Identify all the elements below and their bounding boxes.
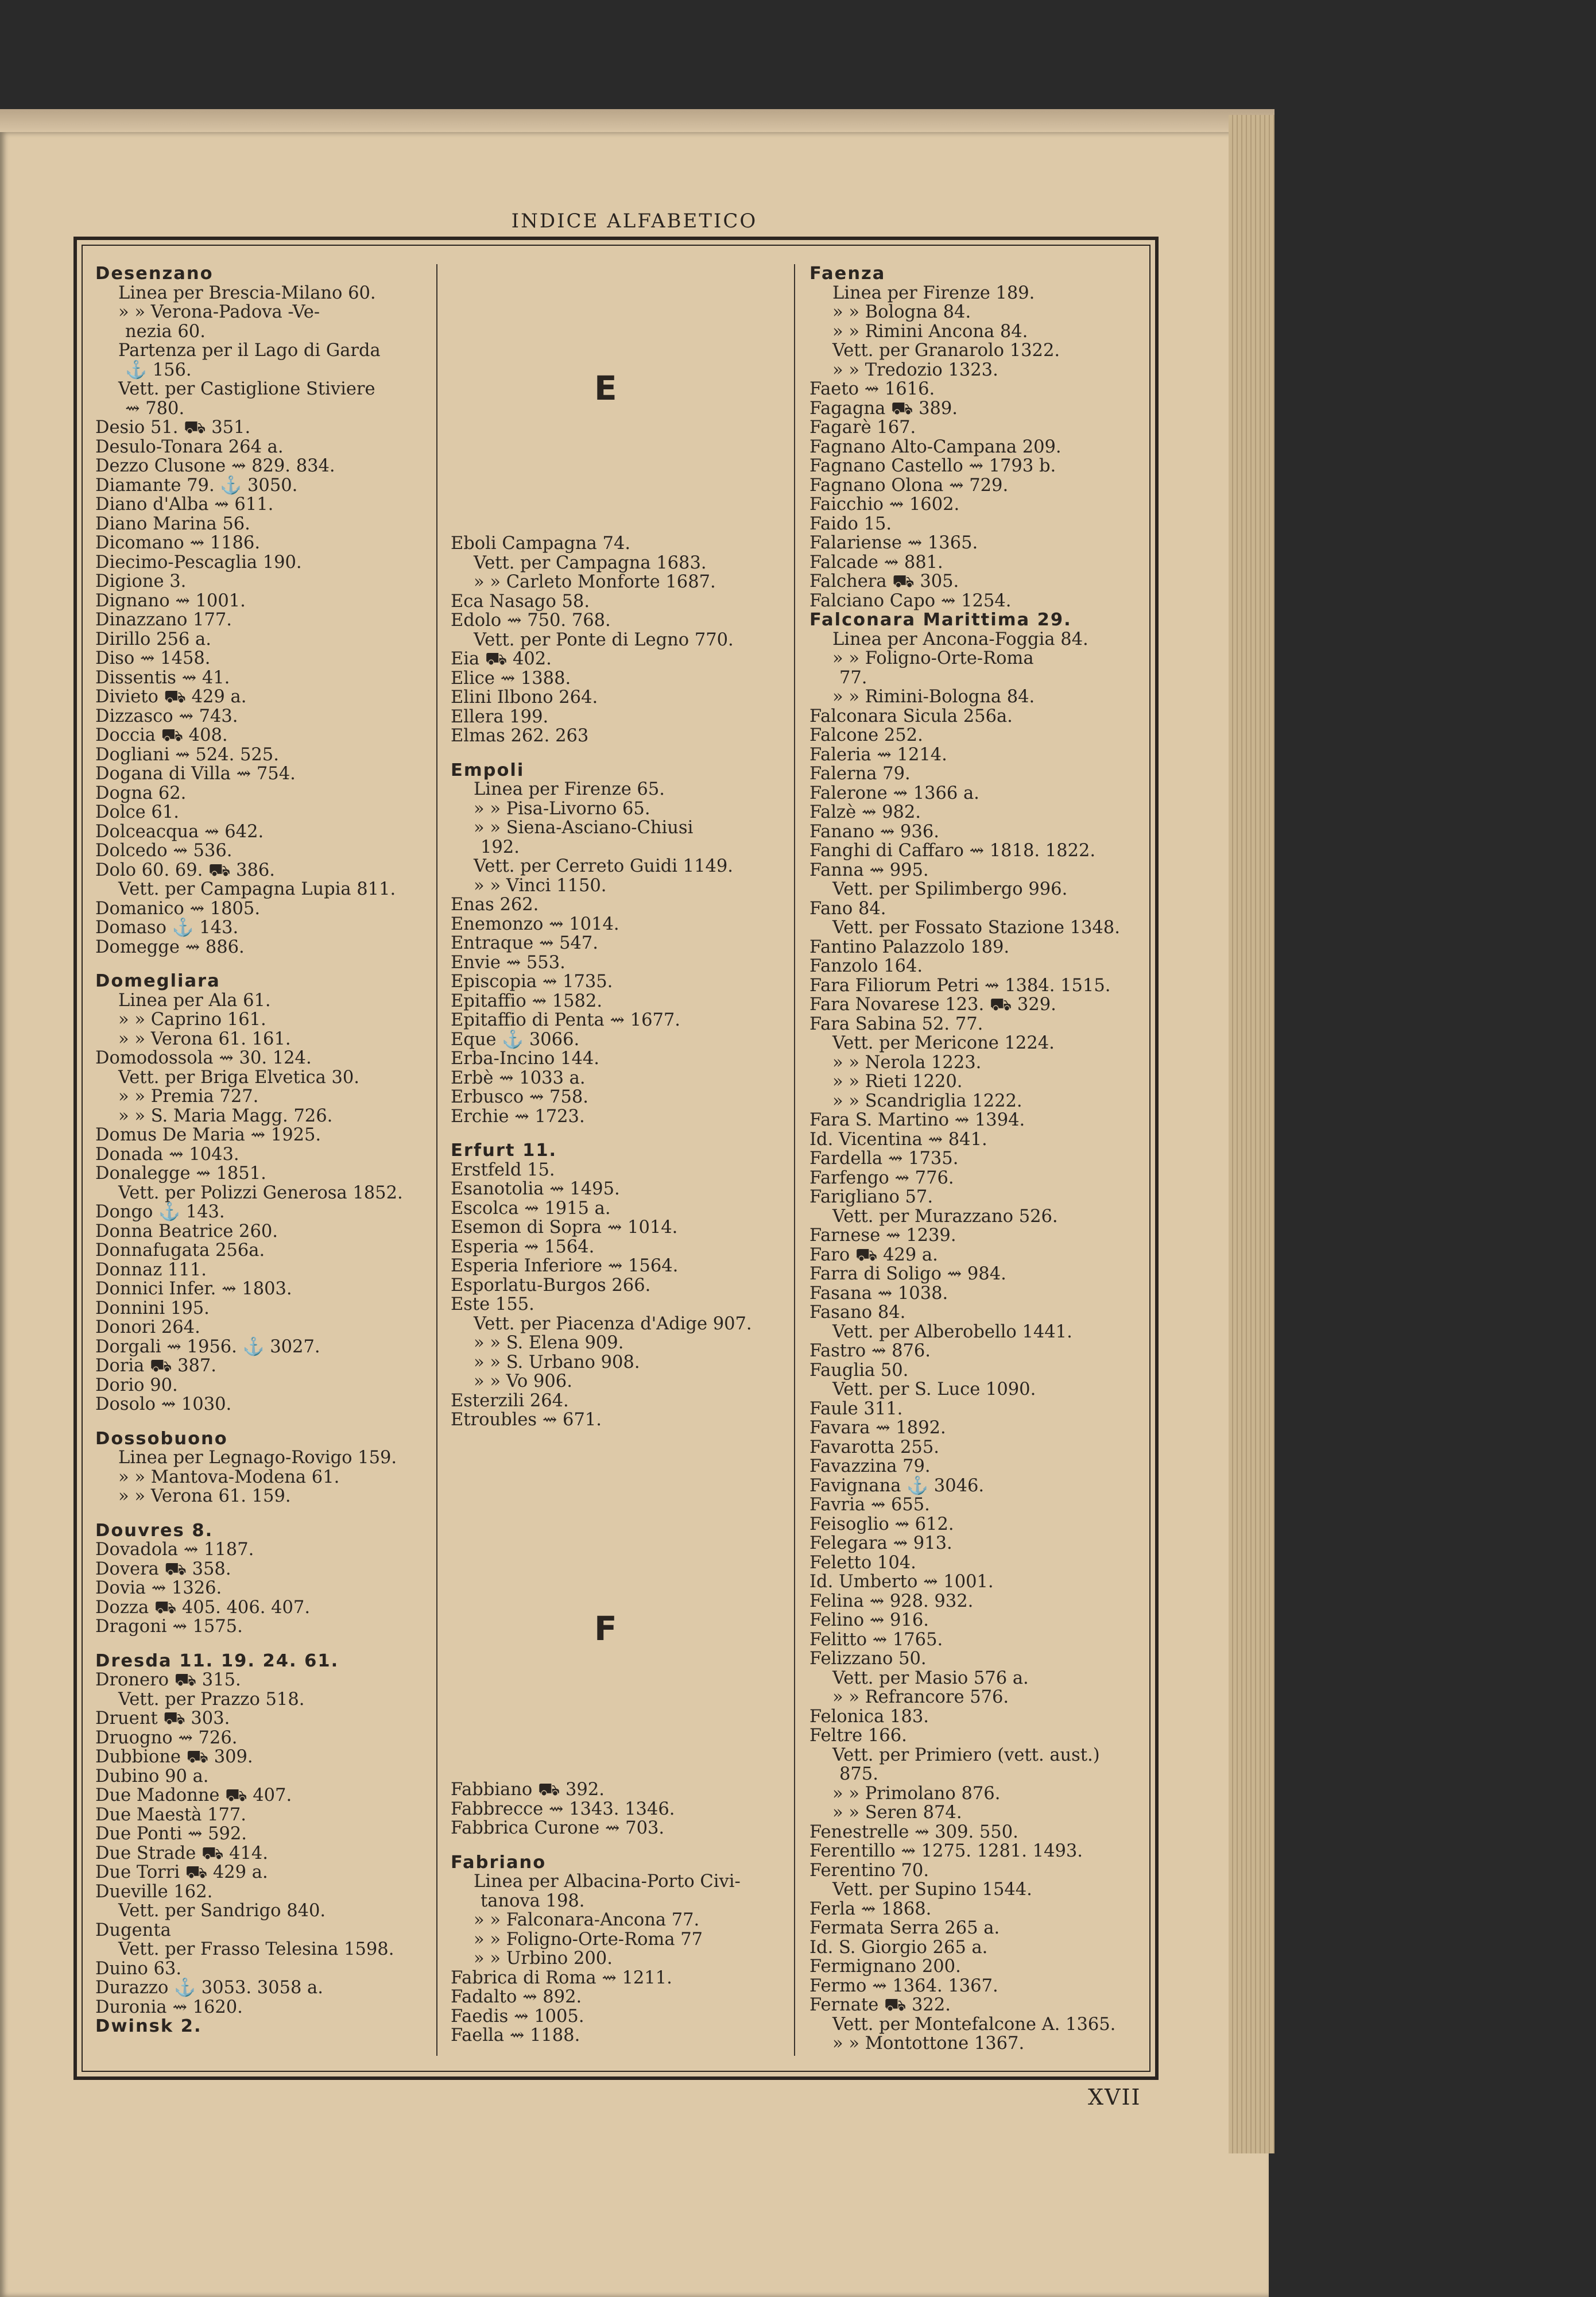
index-entry: Faleria ⇝ 1214. — [809, 744, 947, 765]
index-entry: Esperia Inferiore ⇝ 1564. — [451, 1256, 679, 1276]
index-entry: Donna Beatrice 260. — [95, 1221, 278, 1242]
index-entry: Escolca ⇝ 1915 a. — [451, 1198, 611, 1219]
index-entry: Ferla ⇝ 1868. — [809, 1898, 932, 1919]
index-entry: Vett. per Granarolo 1322. — [832, 341, 1060, 361]
index-entry: Feletto 104. — [809, 1552, 916, 1573]
index-entry: Linea per Firenze 65. — [474, 779, 665, 799]
index-entry: » » Urbino 200. — [474, 1948, 613, 1969]
index-entry: Vett. per Alberobello 1441. — [832, 1321, 1072, 1342]
index-entry: Esporlatu-Burgos 266. — [451, 1275, 651, 1296]
index-entry: Fagagna ⛟ 389. — [809, 398, 958, 419]
index-entry: Fara S. Martino ⇝ 1394. — [809, 1110, 1025, 1130]
index-entry: Faule 311. — [809, 1398, 903, 1419]
index-list-e — [451, 534, 781, 1430]
index-entry: Felonica 183. — [809, 1706, 929, 1727]
index-entry: Due Maestà 177. — [95, 1804, 247, 1825]
index-entry: Dozza ⛟ 405. 406. 407. — [95, 1597, 311, 1618]
index-entry: Dosolo ⇝ 1030. — [95, 1394, 232, 1414]
index-heading: Empoli — [451, 760, 525, 780]
index-entry: Farigliano 57. — [809, 1187, 933, 1207]
index-entry: Fabrica di Roma ⇝ 1211. — [451, 1967, 672, 1988]
index-entry: Linea per Firenze 189. — [832, 283, 1035, 303]
index-entry: Vett. per S. Luce 1090. — [832, 1379, 1036, 1399]
index-entry: Donnici Infer. ⇝ 1803. — [95, 1279, 292, 1299]
index-entry: Fermignano 200. — [809, 1956, 961, 1977]
index-entry: Dolcedo ⇝ 536. — [95, 841, 233, 861]
index-entry: Fabbrica Curone ⇝ 703. — [451, 1818, 665, 1838]
index-entry: » » Refrancore 576. — [832, 1687, 1009, 1707]
index-entry: Ferentillo ⇝ 1275. 1281. 1493. — [809, 1841, 1083, 1861]
index-entry: Dogna 62. — [95, 783, 187, 803]
index-entry: Fadalto ⇝ 892. — [451, 1987, 582, 2007]
index-entry: Fermata Serra 265 a. — [809, 1918, 1000, 1938]
index-entry: Faido 15. — [809, 513, 892, 534]
index-entry: Favria ⇝ 655. — [809, 1495, 930, 1515]
index-entry: Felegara ⇝ 913. — [809, 1533, 952, 1553]
section-letter-f: F — [594, 1609, 617, 1648]
index-entry: » » Nerola 1223. — [832, 1052, 982, 1073]
index-entry: Faedis ⇝ 1005. — [451, 2006, 584, 2027]
index-entry: Felitto ⇝ 1765. — [809, 1629, 943, 1650]
index-entry: Entraque ⇝ 547. — [451, 933, 599, 953]
index-entry: Fenestrelle ⇝ 309. 550. — [809, 1822, 1018, 1842]
index-entry: Domanico ⇝ 1805. — [95, 898, 261, 919]
index-entry: Epitaffio ⇝ 1582. — [451, 991, 603, 1011]
index-entry: Fano 84. — [809, 898, 886, 919]
index-entry: Due Torri ⛟ 429 a. — [95, 1862, 268, 1882]
index-entry: » » Carleto Monforte 1687. — [474, 572, 716, 592]
index-entry: Due Strade ⛟ 414. — [95, 1843, 268, 1863]
index-entry: Id. Vicentina ⇝ 841. — [809, 1129, 987, 1150]
index-entry: Fabbiano ⛟ 392. — [451, 1780, 605, 1800]
index-heading: Faenza — [809, 264, 886, 284]
index-entry: Farra di Soligo ⇝ 984. — [809, 1264, 1006, 1284]
index-entry: Fagnano Olona ⇝ 729. — [809, 475, 1009, 496]
page-number: XVII — [1088, 2085, 1141, 2110]
index-entry: Falzè ⇝ 982. — [809, 802, 921, 822]
index-entry: Farnese ⇝ 1239. — [809, 1225, 956, 1246]
index-entry: » » Bologna 84. — [832, 302, 971, 322]
entry-gap — [95, 1506, 420, 1521]
index-entry: Farfengo ⇝ 776. — [809, 1167, 954, 1188]
index-entry: » » Montottone 1367. — [832, 2033, 1025, 2054]
index-entry: Vett. per Campagna 1683. — [474, 552, 707, 573]
index-entry: Fara Sabina 52. 77. — [809, 1014, 983, 1034]
index-heading: Falconara Marittima 29. — [809, 610, 1072, 630]
index-entry: Linea per Legnago-Rovigo 159. — [118, 1448, 397, 1468]
index-entry: Donalegge ⇝ 1851. — [95, 1163, 266, 1184]
index-entry: Dongo ⚓ 143. — [95, 1202, 225, 1222]
index-entry: Enas 262. — [451, 895, 539, 915]
index-entry: Dronero ⛟ 315. — [95, 1670, 241, 1690]
index-entry: Durazzo ⚓ 3053. 3058 a. — [95, 1978, 323, 1998]
index-heading: Domegliara — [95, 971, 220, 991]
index-entry: Erbè ⇝ 1033 a. — [451, 1068, 586, 1088]
index-entry: Partenza per il Lago di Garda — [118, 341, 381, 361]
index-entry: Esperia ⇝ 1564. — [451, 1236, 595, 1257]
index-entry: Diano Marina 56. — [95, 513, 250, 534]
index-entry: Falerone ⇝ 1366 a. — [809, 783, 979, 803]
index-entry: Edolo ⇝ 750. 768. — [451, 610, 611, 631]
index-entry: Duino 63. — [95, 1958, 182, 1979]
index-entry: Dissentis ⇝ 41. — [95, 667, 230, 688]
index-entry: » » Caprino 161. — [118, 1010, 266, 1030]
index-heading: Fabriano — [451, 1852, 547, 1873]
index-entry: Vett. per Montefalcone A. 1365. — [832, 2014, 1116, 2035]
index-entry: Etroubles ⇝ 671. — [451, 1410, 602, 1430]
index-entry: Fagnano Alto-Campana 209. — [809, 436, 1062, 457]
entry-gap — [451, 1838, 781, 1853]
index-entry: Felizzano 50. — [809, 1649, 927, 1669]
index-entry: » » Mantova-Modena 61. — [118, 1467, 340, 1487]
column-rule-1 — [436, 264, 437, 2056]
index-entry: Vett. per Castiglione Stiviere — [118, 379, 375, 399]
index-heading: Desenzano — [95, 264, 214, 284]
index-entry: Linea per Ala 61. — [118, 990, 271, 1011]
index-entry: » » Premia 727. — [118, 1086, 259, 1107]
index-entry: » » S. Maria Magg. 726. — [118, 1105, 333, 1126]
index-entry: Felino ⇝ 916. — [809, 1610, 929, 1630]
index-heading: Erfurt 11. — [451, 1140, 557, 1161]
index-heading: Dresda 11. 19. 24. 61. — [95, 1650, 339, 1671]
index-entry: Felina ⇝ 928. 932. — [809, 1591, 974, 1611]
index-entry: Dogliani ⇝ 524. 525. — [95, 744, 279, 765]
index-entry: Dolceacqua ⇝ 642. — [95, 821, 264, 842]
index-entry: » » Seren 874. — [832, 1803, 962, 1823]
index-entry: Falcone 252. — [809, 725, 923, 745]
index-list-f — [451, 1780, 781, 2045]
index-entry: Vett. per Piacenza d'Adige 907. — [474, 1313, 752, 1334]
index-entry: Faicchio ⇝ 1602. — [809, 494, 960, 515]
index-entry: Elini Ilbono 264. — [451, 687, 598, 707]
index-entry: Episcopia ⇝ 1735. — [451, 972, 613, 992]
index-entry: » » Rimini Ancona 84. — [832, 321, 1028, 342]
index-entry: Due Ponti ⇝ 592. — [95, 1824, 247, 1844]
index-entry: Fagarè 167. — [809, 417, 916, 438]
index-entry: Falciano Capo ⇝ 1254. — [809, 590, 1012, 611]
index-entry: Diso ⇝ 1458. — [95, 648, 211, 668]
index-entry: Faeto ⇝ 1616. — [809, 379, 935, 399]
index-entry: Dirillo 256 a. — [95, 629, 211, 649]
index-entry: » » Tredozio 1323. — [832, 359, 998, 380]
index-entry: Fanano ⇝ 936. — [809, 821, 939, 842]
index-entry: Linea per Brescia-Milano 60. — [118, 283, 376, 303]
index-entry: Dignano ⇝ 1001. — [95, 590, 246, 611]
index-entry: tanova 198. — [481, 1890, 585, 1911]
index-entry: Domaso ⚓ 143. — [95, 918, 239, 938]
index-entry: » » S. Elena 909. — [474, 1333, 624, 1353]
page-edges — [1229, 115, 1275, 2153]
index-entry: Linea per Albacina-Porto Civi- — [474, 1871, 741, 1892]
index-entry: 192. — [481, 837, 520, 857]
index-entry: Dezzo Clusone ⇝ 829. 834. — [95, 456, 335, 476]
index-entry: Eca Nasago 58. — [451, 591, 590, 612]
index-entry: » » Scandriglia 1222. — [832, 1091, 1022, 1111]
index-entry: Dovadola ⇝ 1187. — [95, 1540, 254, 1560]
index-entry: Divieto ⛟ 429 a. — [95, 687, 247, 707]
index-entry: ⇝ 780. — [125, 398, 185, 419]
index-entry: » » Primolano 876. — [832, 1783, 1001, 1804]
index-entry: Vett. per Spilimbergo 996. — [832, 879, 1068, 899]
index-column-fa-fe — [809, 264, 1142, 2054]
index-entry: Dragoni ⇝ 1575. — [95, 1617, 243, 1637]
index-entry: Ferentino 70. — [809, 1860, 929, 1881]
index-entry: Esemon di Sopra ⇝ 1014. — [451, 1217, 678, 1238]
index-entry: Digione 3. — [95, 571, 187, 591]
index-entry: Faella ⇝ 1188. — [451, 2025, 580, 2045]
index-entry: Diamante 79. ⚓ 3050. — [95, 475, 298, 496]
index-entry: Dorgali ⇝ 1956. ⚓ 3027. — [95, 1336, 320, 1357]
index-entry: Elice ⇝ 1388. — [451, 668, 571, 689]
index-entry: Vett. per Supino 1544. — [832, 1880, 1032, 1900]
index-entry: Falariense ⇝ 1365. — [809, 533, 978, 553]
index-entry: Faro ⛟ 429 a. — [809, 1244, 938, 1265]
index-entry: » » Pisa-Livorno 65. — [474, 798, 650, 819]
index-entry: Fagnano Castello ⇝ 1793 b. — [809, 456, 1056, 476]
index-entry: Fauglia 50. — [809, 1360, 909, 1380]
index-entry: » » Vinci 1150. — [474, 875, 607, 896]
index-entry: Vett. per Briga Elvetica 30. — [118, 1067, 359, 1088]
index-entry: Falcade ⇝ 881. — [809, 552, 943, 573]
index-entry: 77. — [839, 667, 867, 688]
index-entry: Falchera ⛟ 305. — [809, 571, 959, 591]
index-entry: Fanna ⇝ 995. — [809, 860, 929, 880]
index-entry: Dolce 61. — [95, 802, 179, 822]
index-entry: Dolo 60. 69. ⛟ 386. — [95, 860, 276, 880]
index-entry: Desio 51. ⛟ 351. — [95, 417, 251, 438]
index-entry: Dovia ⇝ 1326. — [95, 1578, 222, 1598]
index-entry: Diecimo-Pescaglia 190. — [95, 552, 302, 573]
index-entry: Duronia ⇝ 1620. — [95, 1997, 243, 2017]
index-entry: Ellera 199. — [451, 706, 549, 727]
index-entry: Esterzili 264. — [451, 1390, 569, 1411]
index-entry: Fardella ⇝ 1735. — [809, 1148, 959, 1169]
index-entry: Fermo ⇝ 1364. 1367. — [809, 1975, 998, 1996]
index-entry: Envie ⇝ 553. — [451, 952, 565, 973]
index-entry: Vett. per Polizzi Generosa 1852. — [118, 1182, 403, 1203]
index-entry: Vett. per Masio 576 a. — [832, 1668, 1029, 1688]
index-entry: Domegge ⇝ 886. — [95, 937, 245, 957]
index-entry: Linea per Ancona-Foggia 84. — [832, 629, 1088, 649]
index-entry: Favarotta 255. — [809, 1437, 939, 1457]
index-entry: Desulo-Tonara 264 a. — [95, 436, 284, 457]
index-entry: » » S. Urbano 908. — [474, 1352, 640, 1372]
index-entry: Fara Filiorum Petri ⇝ 1384. 1515. — [809, 975, 1111, 996]
index-entry: Fara Novarese 123. ⛟ 329. — [809, 995, 1056, 1015]
index-entry: Fernate ⛟ 322. — [809, 1995, 951, 2015]
index-heading: Dossobuono — [95, 1428, 228, 1449]
index-entry: Donori 264. — [95, 1317, 200, 1337]
index-entry: » » Rieti 1220. — [832, 1072, 963, 1092]
index-entry: » » Falconara-Ancona 77. — [474, 1910, 700, 1930]
index-entry: » » Foligno-Orte-Roma — [832, 648, 1034, 668]
section-letter-e: E — [594, 369, 617, 408]
index-entry: Erbusco ⇝ 758. — [451, 1087, 588, 1107]
index-entry: Dizzasco ⇝ 743. — [95, 706, 238, 726]
index-entry: Feltre 166. — [809, 1726, 907, 1746]
index-entry: Favara ⇝ 1892. — [809, 1418, 946, 1438]
index-column-d — [95, 264, 420, 2036]
index-entry: Due Madonne ⛟ 407. — [95, 1785, 292, 1805]
index-entry: Fasana ⇝ 1038. — [809, 1283, 948, 1304]
entry-gap — [451, 1126, 781, 1141]
index-entry: Fanghi di Caffaro ⇝ 1818. 1822. — [809, 841, 1096, 861]
index-entry: Donnafugata 256a. — [95, 1240, 265, 1260]
index-entry: Feisoglio ⇝ 612. — [809, 1514, 954, 1534]
index-entry: » » Foligno-Orte-Roma 77 — [474, 1929, 703, 1950]
index-entry: nezia 60. — [125, 321, 206, 342]
index-entry: Epitaffio di Penta ⇝ 1677. — [451, 1010, 680, 1030]
index-entry: Vett. per Cerreto Guidi 1149. — [474, 856, 733, 876]
index-entry: » » Vo 906. — [474, 1371, 572, 1391]
index-entry: Esanotolia ⇝ 1495. — [451, 1179, 620, 1199]
index-entry: Fastro ⇝ 876. — [809, 1341, 931, 1361]
index-entry: » » Verona 61. 159. — [118, 1486, 291, 1506]
index-entry: » » Verona 61. 161. — [118, 1028, 291, 1049]
index-entry: Fantino Palazzolo 189. — [809, 937, 1010, 957]
index-entry: Enemonzo ⇝ 1014. — [451, 914, 619, 934]
index-entry: Vett. per Murazzano 526. — [832, 1206, 1058, 1227]
index-entry: Fanzolo 164. — [809, 956, 923, 976]
index-entry: Dogana di Villa ⇝ 754. — [95, 764, 296, 784]
index-heading: Dwinsk 2. — [95, 2016, 202, 2036]
index-entry: Dubino 90 a. — [95, 1766, 209, 1786]
index-entry: Dicomano ⇝ 1186. — [95, 533, 261, 553]
index-entry: Vett. per Prazzo 518. — [118, 1689, 305, 1710]
index-entry: Doccia ⛟ 408. — [95, 725, 228, 745]
entry-gap — [451, 746, 781, 761]
index-entry: Diano d'Alba ⇝ 611. — [95, 494, 274, 515]
index-entry: » » Rimini-Bologna 84. — [832, 687, 1035, 707]
index-entry: Favignana ⚓ 3046. — [809, 1475, 985, 1496]
index-entry: Vett. per Mericone 1224. — [832, 1033, 1055, 1053]
index-entry: Falerna 79. — [809, 764, 911, 784]
index-entry: Eque ⚓ 3066. — [451, 1029, 580, 1050]
index-entry: Eia ⛟ 402. — [451, 649, 552, 669]
index-entry: Vett. per Sandrigo 840. — [118, 1901, 326, 1921]
index-entry: Erstfeld 15. — [451, 1159, 555, 1180]
index-entry: Dubbione ⛟ 309. — [95, 1747, 253, 1767]
index-entry: Fasano 84. — [809, 1302, 906, 1322]
entry-gap — [95, 957, 420, 972]
index-entry: » » Siena-Asciano-Chiusi — [474, 818, 694, 838]
index-entry: 875. — [839, 1764, 878, 1784]
index-entry: Vett. per Frasso Telesina 1598. — [118, 1939, 394, 1959]
index-entry: Donada ⇝ 1043. — [95, 1144, 239, 1165]
index-entry: Donnaz 111. — [95, 1259, 207, 1280]
index-entry: Id. Umberto ⇝ 1001. — [809, 1572, 994, 1592]
index-entry: Dueville 162. — [95, 1881, 213, 1902]
index-entry: Dinazzano 177. — [95, 610, 232, 630]
index-entry: Elmas 262. 263 — [451, 726, 589, 746]
column-rule-2 — [794, 264, 795, 2056]
index-entry: Este 155. — [451, 1294, 534, 1314]
index-entry: Donnini 195. — [95, 1298, 210, 1318]
running-head: INDICE ALFABETICO — [511, 210, 758, 233]
index-entry: Vett. per Campagna Lupia 811. — [118, 879, 396, 899]
index-entry: Erba-Incino 144. — [451, 1049, 599, 1069]
index-entry: Vett. per Ponte di Legno 770. — [474, 629, 734, 650]
index-entry: Dorio 90. — [95, 1375, 178, 1395]
index-entry: Dovera ⛟ 358. — [95, 1559, 231, 1579]
index-entry: Vett. per Primiero (vett. aust.) — [832, 1745, 1100, 1765]
index-entry: Vett. per Fossato Stazione 1348. — [832, 918, 1120, 938]
entry-gap — [95, 1414, 420, 1429]
index-entry: Erchie ⇝ 1723. — [451, 1106, 585, 1127]
index-entry: Id. S. Giorgio 265 a. — [809, 1937, 988, 1958]
index-entry: Dugenta — [95, 1920, 171, 1940]
index-entry: Favazzina 79. — [809, 1456, 931, 1476]
index-entry: Domodossola ⇝ 30. 124. — [95, 1048, 312, 1068]
index-entry: Fabbrecce ⇝ 1343. 1346. — [451, 1799, 675, 1819]
index-entry: Druogno ⇝ 726. — [95, 1727, 238, 1748]
index-entry: Doria ⛟ 387. — [95, 1356, 217, 1376]
index-entry: Domus De Maria ⇝ 1925. — [95, 1125, 321, 1145]
index-entry: ⚓ 156. — [125, 359, 192, 380]
entry-gap — [95, 1637, 420, 1652]
index-heading: Douvres 8. — [95, 1520, 214, 1541]
index-entry: Falconara Sicula 256a. — [809, 706, 1013, 726]
index-entry: » » Verona-Padova -Ve- — [118, 302, 320, 322]
index-entry: Eboli Campagna 74. — [451, 533, 631, 554]
index-entry: Druent ⛟ 303. — [95, 1708, 230, 1728]
